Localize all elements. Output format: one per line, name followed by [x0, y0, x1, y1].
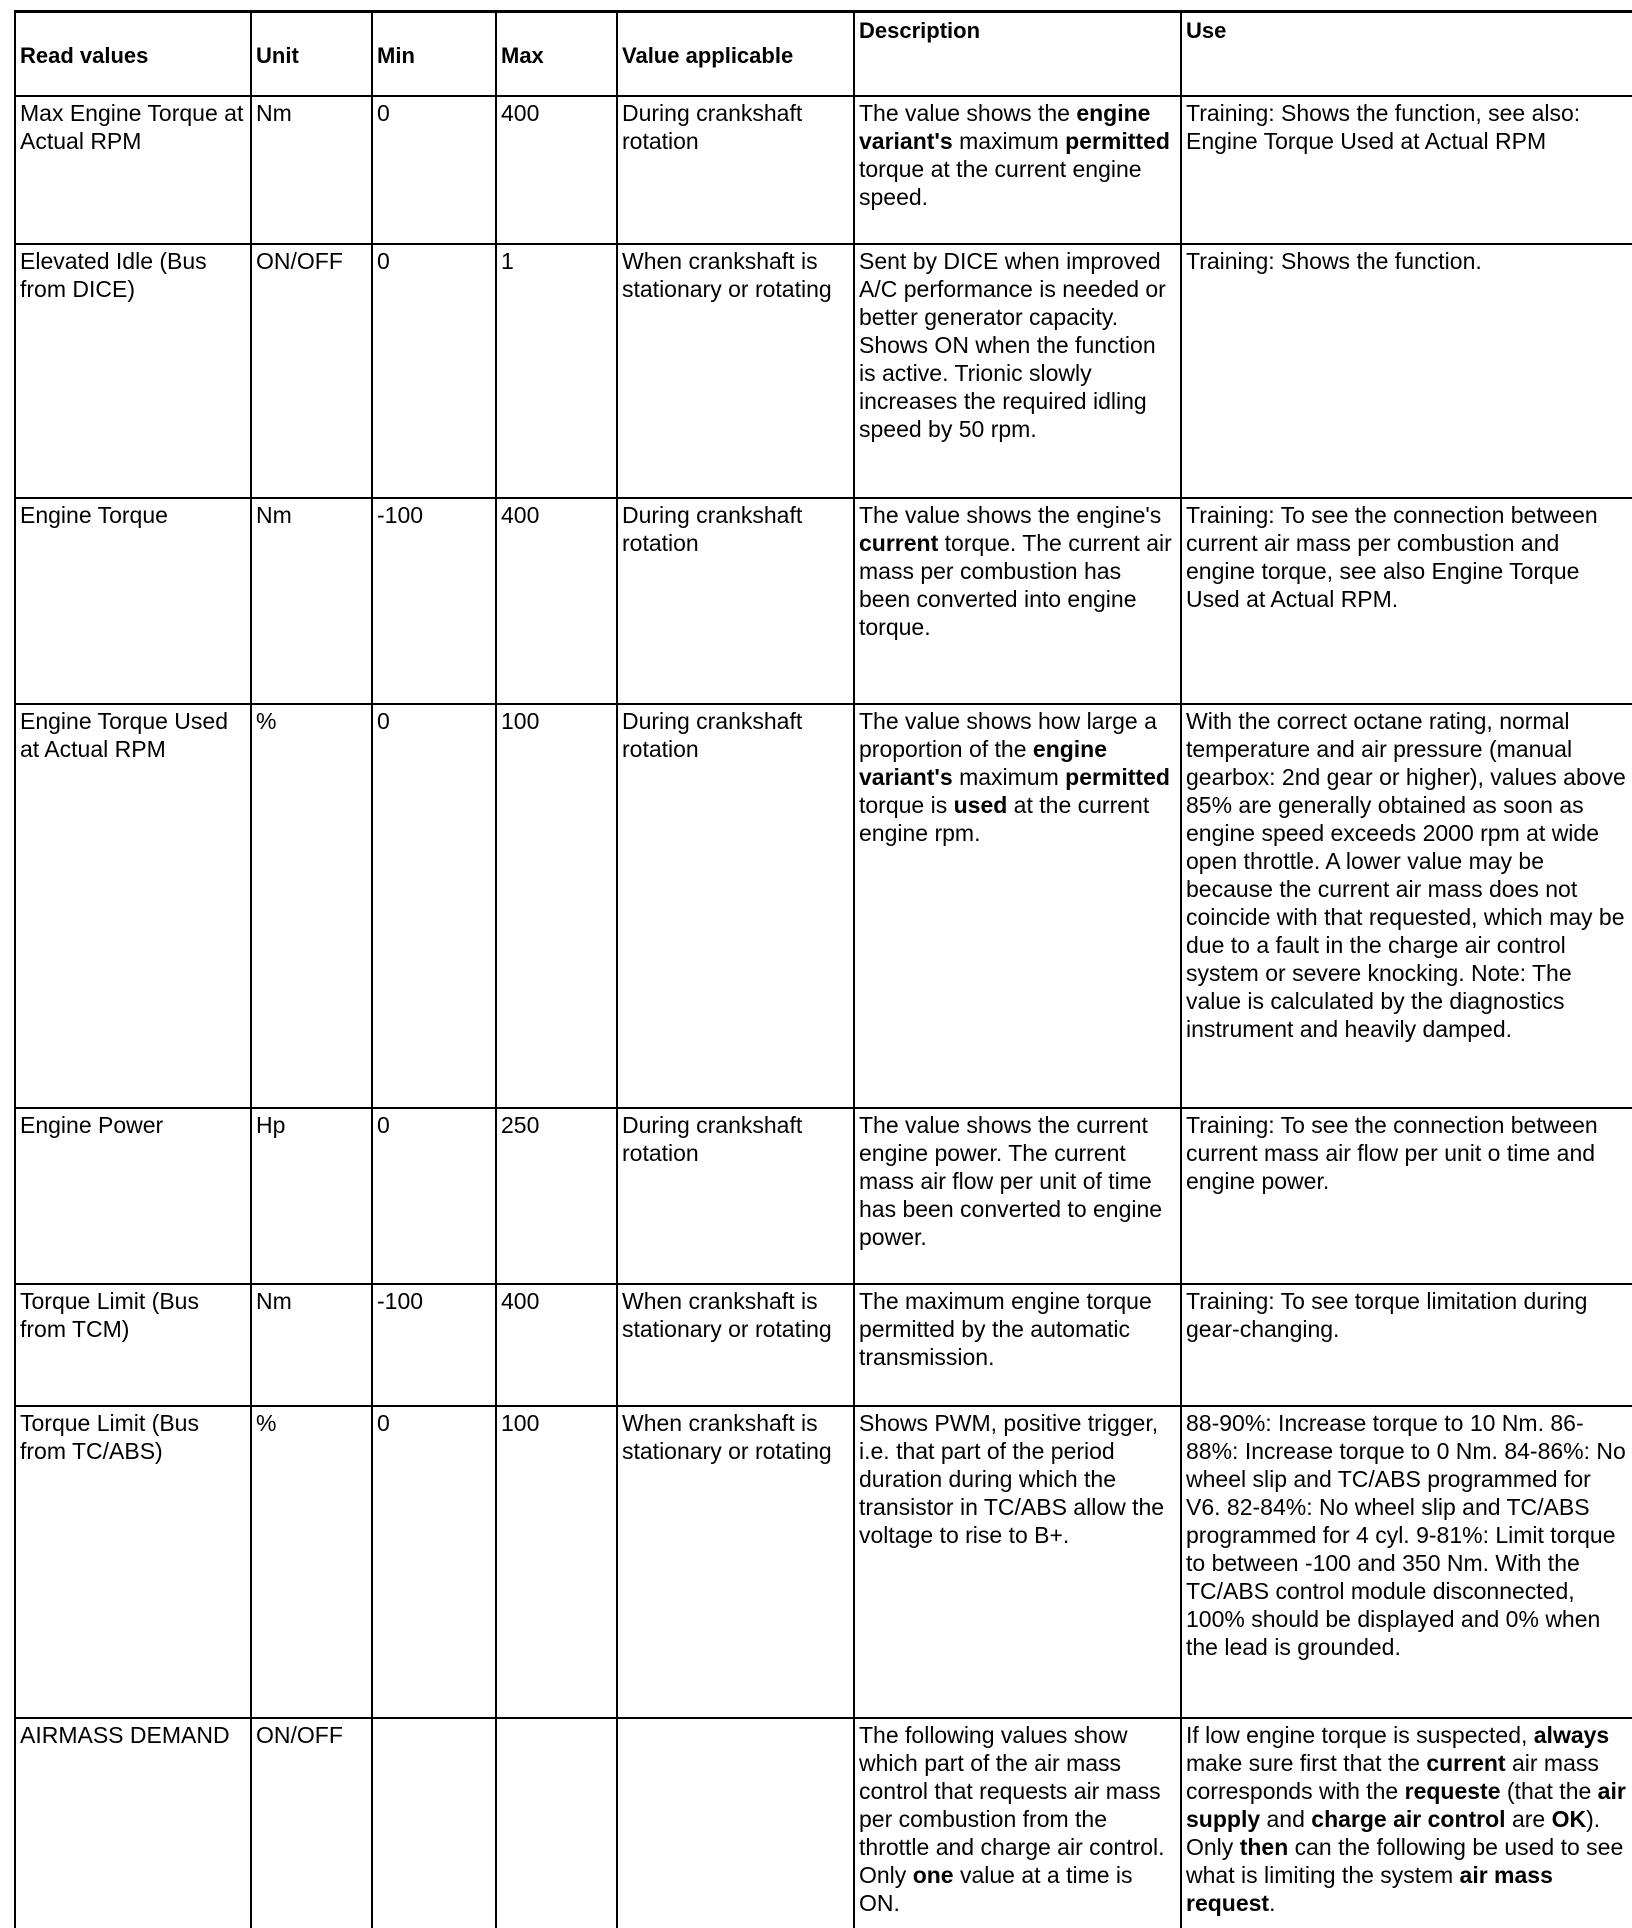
cell-value-applicable: During crankshaft rotation — [617, 96, 854, 244]
cell-description — [854, 96, 1181, 244]
cell-description — [854, 1406, 1181, 1718]
text-segment: torque is — [859, 791, 954, 818]
text-segment: . — [1269, 1889, 1276, 1916]
read-values-table — [14, 10, 1632, 1928]
cell-value-applicable: During crankshaft rotation — [617, 704, 854, 1108]
bold-text: air supply — [1186, 1777, 1626, 1832]
bold-text: OK — [1551, 1805, 1587, 1832]
cell-read-value: Engine Torque Used at Actual RPM — [15, 704, 251, 1108]
cell-min: 0 — [372, 704, 496, 1108]
cell-use — [1181, 96, 1632, 244]
cell-max: 400 — [496, 498, 617, 704]
cell-min: -100 — [372, 498, 496, 704]
cell-description — [854, 244, 1181, 498]
table-row — [15, 96, 1632, 244]
table-row — [15, 704, 1632, 1108]
text-segment: The maximum engine torque permitted by the automatic transmission. — [859, 1287, 1152, 1370]
text-segment: at the current engine rpm. — [859, 791, 1150, 846]
text-segment: Training: Shows the function, see also: Engine Torque Used at Actual RPM — [1186, 99, 1581, 154]
cell-min: -100 — [372, 1284, 496, 1406]
text-segment: ). Only — [1186, 1805, 1601, 1860]
cell-use — [1181, 1284, 1632, 1406]
cell-min: 0 — [372, 1108, 496, 1284]
bold-text: current — [859, 529, 939, 556]
cell-max: 100 — [496, 1406, 617, 1718]
cell-unit: Nm — [251, 1284, 372, 1406]
text-segment: The following values show which part of the air mass control that requests air mass per combustion from the throttle and charge air control. Only — [859, 1721, 1165, 1888]
header-min: Min — [372, 12, 496, 96]
text-segment: Training: To see the connection between current air mass per combustion and engine torque, see also Engine Torque Used at Actual RPM. — [1186, 501, 1598, 612]
text-segment: Training: Shows the function. — [1186, 247, 1482, 274]
cell-unit: ON/OFF — [251, 244, 372, 498]
cell-min: 0 — [372, 96, 496, 244]
cell-max: 250 — [496, 1108, 617, 1284]
cell-read-value: Torque Limit (Bus from TCM) — [15, 1284, 251, 1406]
text-segment: can the following be used to see what is limiting the system — [1186, 1833, 1624, 1888]
cell-value-applicable: When crankshaft is stationary or rotating — [617, 244, 854, 498]
text-segment: The value shows the engine's — [859, 501, 1162, 528]
cell-unit: Hp — [251, 1108, 372, 1284]
text-segment: The value shows the — [859, 99, 1077, 126]
text-segment: maximum — [952, 763, 1066, 790]
cell-use — [1181, 244, 1632, 498]
cell-value-applicable: When crankshaft is stationary or rotating — [617, 1284, 854, 1406]
cell-use — [1181, 1108, 1632, 1284]
bold-text: engine variant's — [859, 735, 1108, 790]
cell-unit: ON/OFF — [251, 1718, 372, 1928]
cell-use — [1181, 1406, 1632, 1718]
text-segment: torque at the current engine speed. — [859, 155, 1142, 210]
text-segment: torque. The current air mass per combustion has been converted into engine torque. — [859, 529, 1172, 640]
cell-use — [1181, 704, 1632, 1108]
bold-text: always — [1533, 1721, 1610, 1748]
cell-max: 1 — [496, 244, 617, 498]
cell-description — [854, 1284, 1181, 1406]
cell-description — [854, 1108, 1181, 1284]
cell-description — [854, 704, 1181, 1108]
text-segment: If low engine torque is suspected, — [1186, 1721, 1534, 1748]
table-row — [15, 1406, 1632, 1718]
text-segment: maximum — [952, 127, 1066, 154]
text-segment: are — [1505, 1805, 1552, 1832]
bold-text: charge air control — [1311, 1805, 1506, 1832]
cell-unit: % — [251, 1406, 372, 1718]
bold-text: permitted — [1065, 763, 1170, 790]
cell-read-value: Torque Limit (Bus from TC/ABS) — [15, 1406, 251, 1718]
text-segment: 88-90%: Increase torque to 10 Nm. 86-88%: Increase torque to 0 Nm. 84-86%: No wheel slip and TC/ABS programmed for V6. 82-84%: No wheel slip and TC/ABS programmed for 4 cyl. 9-81%: Limit torque to between -100 and 350 Nm. With the TC/ABS control module disconnected, 100% should be displayed and 0% when the lead is grounded. — [1186, 1409, 1626, 1660]
cell-value-applicable: During crankshaft rotation — [617, 1108, 854, 1284]
bold-text: then — [1239, 1833, 1289, 1860]
cell-max: 100 — [496, 704, 617, 1108]
cell-use — [1181, 498, 1632, 704]
bold-text: air mass request — [1186, 1861, 1553, 1916]
cell-max — [496, 1718, 617, 1928]
text-segment: Shows PWM, positive trigger, i.e. that part of the period duration during which the transistor in TC/ABS allow the voltage to rise to B+. — [859, 1409, 1165, 1548]
cell-read-value: Elevated Idle (Bus from DICE) — [15, 244, 251, 498]
table-body — [15, 96, 1632, 1928]
text-segment: value at a time is ON. — [859, 1861, 1133, 1916]
bold-text: requeste — [1404, 1777, 1501, 1804]
cell-min: 0 — [372, 1406, 496, 1718]
text-segment: make sure first that the — [1186, 1749, 1427, 1776]
bold-text: permitted — [1065, 127, 1170, 154]
cell-read-value: AIRMASS DEMAND — [15, 1718, 251, 1928]
cell-description — [854, 1718, 1181, 1928]
cell-unit: Nm — [251, 96, 372, 244]
table-header-row — [15, 12, 1632, 96]
cell-read-value: Max Engine Torque at Actual RPM — [15, 96, 251, 244]
cell-read-value: Engine Torque — [15, 498, 251, 704]
table-row — [15, 1284, 1632, 1406]
header-unit: Unit — [251, 12, 372, 96]
header-max: Max — [496, 12, 617, 96]
text-segment: With the correct octane rating, normal temperature and air pressure (manual gearbox: 2nd gear or higher), values above 85% are generally obtained as soon as engine speed exceeds 2000 rpm at wide open throttle. A lower value may be because the current air mass does not coincide with that requested, which may be due to a fault in the charge air control system or severe knocking. Note: The value is calculated by the diagnostics instrument and heavily damped. — [1186, 707, 1626, 1042]
header-value-applicable: Value applicable — [617, 12, 854, 96]
cell-read-value: Engine Power — [15, 1108, 251, 1284]
cell-max: 400 — [496, 96, 617, 244]
cell-value-applicable — [617, 1718, 854, 1928]
header-description: Description — [854, 12, 1181, 96]
bold-text: engine variant's — [859, 99, 1151, 154]
cell-description — [854, 498, 1181, 704]
header-read-values: Read values — [15, 12, 251, 96]
cell-value-applicable: When crankshaft is stationary or rotating — [617, 1406, 854, 1718]
text-segment: (that the — [1500, 1777, 1598, 1804]
table-row — [15, 1108, 1632, 1284]
table-row — [15, 244, 1632, 498]
cell-min: 0 — [372, 244, 496, 498]
cell-value-applicable: During crankshaft rotation — [617, 498, 854, 704]
table-row — [15, 498, 1632, 704]
cell-max: 400 — [496, 1284, 617, 1406]
text-segment: air mass corresponds with the — [1186, 1749, 1599, 1804]
text-segment: Training: To see the connection between current mass air flow per unit o time and engine power. — [1186, 1111, 1598, 1194]
text-segment: and — [1260, 1805, 1312, 1832]
cell-unit: % — [251, 704, 372, 1108]
cell-min — [372, 1718, 496, 1928]
text-segment: The value shows how large a proportion of the — [859, 707, 1157, 762]
cell-use — [1181, 1718, 1632, 1928]
bold-text: used — [953, 791, 1008, 818]
table-row — [15, 1718, 1632, 1928]
text-segment: The value shows the current engine power. The current mass air flow per unit of time has been converted to engine power. — [859, 1111, 1163, 1250]
bold-text: current — [1426, 1749, 1506, 1776]
cell-unit: Nm — [251, 498, 372, 704]
text-segment: Sent by DICE when improved A/C performance is needed or better generator capacity. Shows ON when the function is active. Trionic slowly increases the required idling speed by 50 rpm. — [859, 247, 1166, 442]
text-segment: Training: To see torque limitation during gear-changing. — [1186, 1287, 1588, 1342]
bold-text: one — [912, 1861, 954, 1888]
header-use: Use — [1181, 12, 1632, 96]
